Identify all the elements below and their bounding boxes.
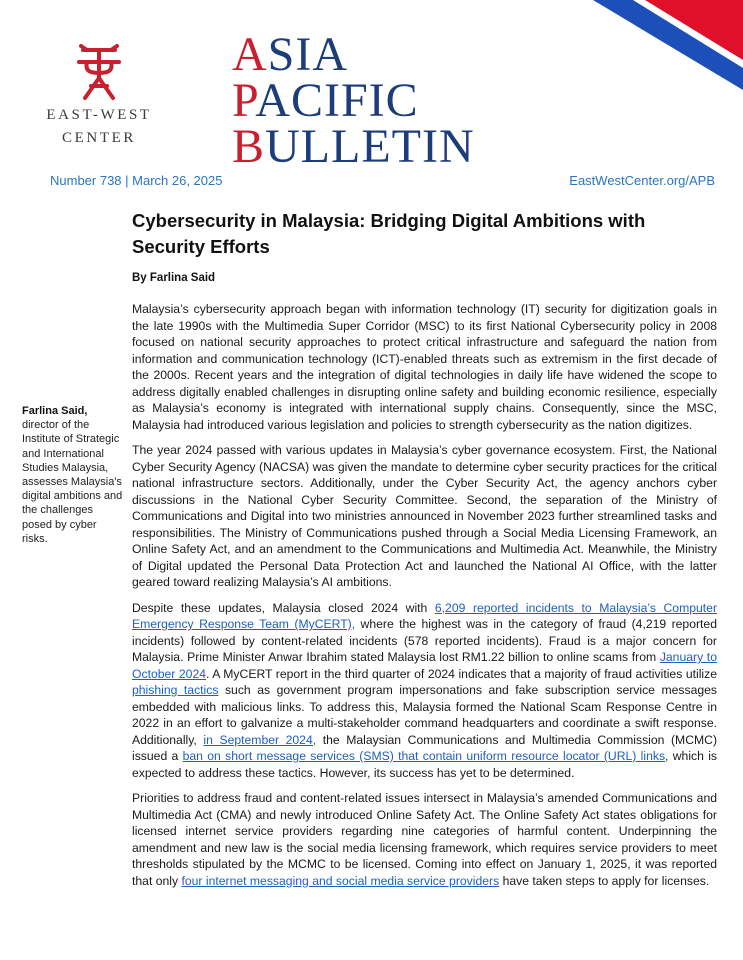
paragraph-3: Despite these updates, Malaysia closed 2024 with 6,209 reported incidents to Malaysia’s Computer Emergency Response Team (MyCERT), where the highest was in the category of fraud (4,219 reported incidents) followed by content-related incidents (578 reported incidents). Fraud is a major concern for Malaysia. Prime Minister Anwar Ibrahim stated Malaysia lost RM1.22 billion to online scams from January to October 2024. A MyCERT report in the third quarter of 2024 indicates that a majority of fraud activities utilize phishing tactics such as government program impersonations and fake subscription service messages embedded with malicious links. To address this, Malaysia formed the National Scam Response Centre in 2022 in an effort to galvanize a multi-stakeholder command headquarters and coordinate a swift response. Additionally, in September 2024, the Malaysian Communications and Multimedia Commission (MCMC) issued a ban on short message services (SMS) that contain uniform resource locator (URL) links, which is expected to address these tactics. However, its success has yet to be determined. [132, 600, 718, 780]
masthead-line-pacific: PACIFIC [232, 74, 419, 127]
paragraph-4: Priorities to address fraud and content-related issues intersect in Malaysia’s amended Communications and Multimedia Act (CMA) and newly introduced Online Safety Act. The Online Safety Act states obligations for licensed internet service providers regarding nine categories of harmful content. Underpinning the amendment and new law is the social media licensing framework, which requires service providers to meet thresholds stipulated by the MCMC to be licensed. Coming into effect on January 1, 2025, it was reported that only four internet messaging and social media service providers have taken steps to apply for licenses. [132, 791, 717, 888]
author-name: Farlina Said, [22, 405, 88, 417]
link-phishing-tactics[interactable]: phishing tactics [132, 683, 219, 697]
link-september-2024[interactable]: in September 2024, [203, 732, 317, 747]
article-title: Cybersecurity in Malaysia: Bridging Digital Ambitions with Security Efforts [132, 210, 646, 257]
link-january-to-october-2024[interactable]: January to October 2024 [132, 650, 717, 681]
logo-text-line2: CENTER [62, 130, 136, 146]
link-sms-url-ban[interactable]: ban on short message services (SMS) that contain uniform resource locator (URL) links [182, 749, 666, 763]
corner-ribbon [593, 0, 743, 90]
link-service-providers[interactable]: four internet messaging and social media service providers [181, 873, 500, 888]
author-sidebar [22, 404, 124, 546]
link-mycert-incidents[interactable]: 6,209 reported incidents to Malaysia’s Computer Emergency Response Team (MyCERT), [132, 600, 717, 631]
east-west-center-emblem-icon [73, 44, 125, 102]
issue-number-date: Number 738 | March 26, 2025 [50, 173, 223, 188]
paragraph-1: Malaysia’s cybersecurity approach began with information technology (IT) security for digitization goals in the late 1990s with the Multimedia Super Corridor (MSC) to its first National Cybersecurity policy in 2008 focused on national security approaches to protect critical infrastructure and safeguard the nation from information and communication technology (ICT)-enabled threats such as extremism in the first decade of the 2000s. Recent years and the integration of digital technologies in daily life have widened the scope to address digitally enabled challenges in disrupting online safety and building economic resilience, especially as Malaysia’s economy is integrated with international supply chains. Consequently, since the MSC, Malaysia had introduced various legislation and policies to strength cybersecurity as the nation digitizes. [132, 302, 717, 432]
masthead-title [232, 28, 475, 173]
masthead-line-asia: ASIA [232, 28, 349, 81]
publication-url[interactable]: EastWestCenter.org/APB [569, 173, 715, 188]
article-body [132, 301, 717, 898]
paragraph-2: The year 2024 passed with various updates in Malaysia’s cyber governance ecosystem. First, the National Cyber Security Agency (NACSA) was given the mandate to determine cyber security practices for the critical national infrastructure sectors. Additionally, under the Cyber Security Act, the agency anchors cyber discussions in the National Cyber Security Committee. Second, the separation of the Ministry of Communications and Digital into two ministries announced in November 2023 further streamlined tasks and responsibilities. The Ministry of Communications pushed through a Social Media Licensing Framework, an Online Safety Act, and an amendment to the Communications and Multimedia Act. Meanwhile, the Ministry of Digital updated the Personal Data Protection Act and launched the National AI Office, with the latter geared toward realizing Malaysia’s AI ambitions. [132, 443, 717, 589]
byline: By Farlina Said [132, 272, 216, 284]
east-west-center-logo[interactable] [40, 44, 158, 148]
logo-text-line1: EAST-WEST [46, 107, 152, 123]
author-description: director of the Institute of Strategic and International Studies Malaysia, assesses Malaysia's digital ambitions and the challenges posed by cyber risks. [22, 419, 123, 545]
masthead-line-bulletin: BULLETIN [232, 120, 475, 173]
